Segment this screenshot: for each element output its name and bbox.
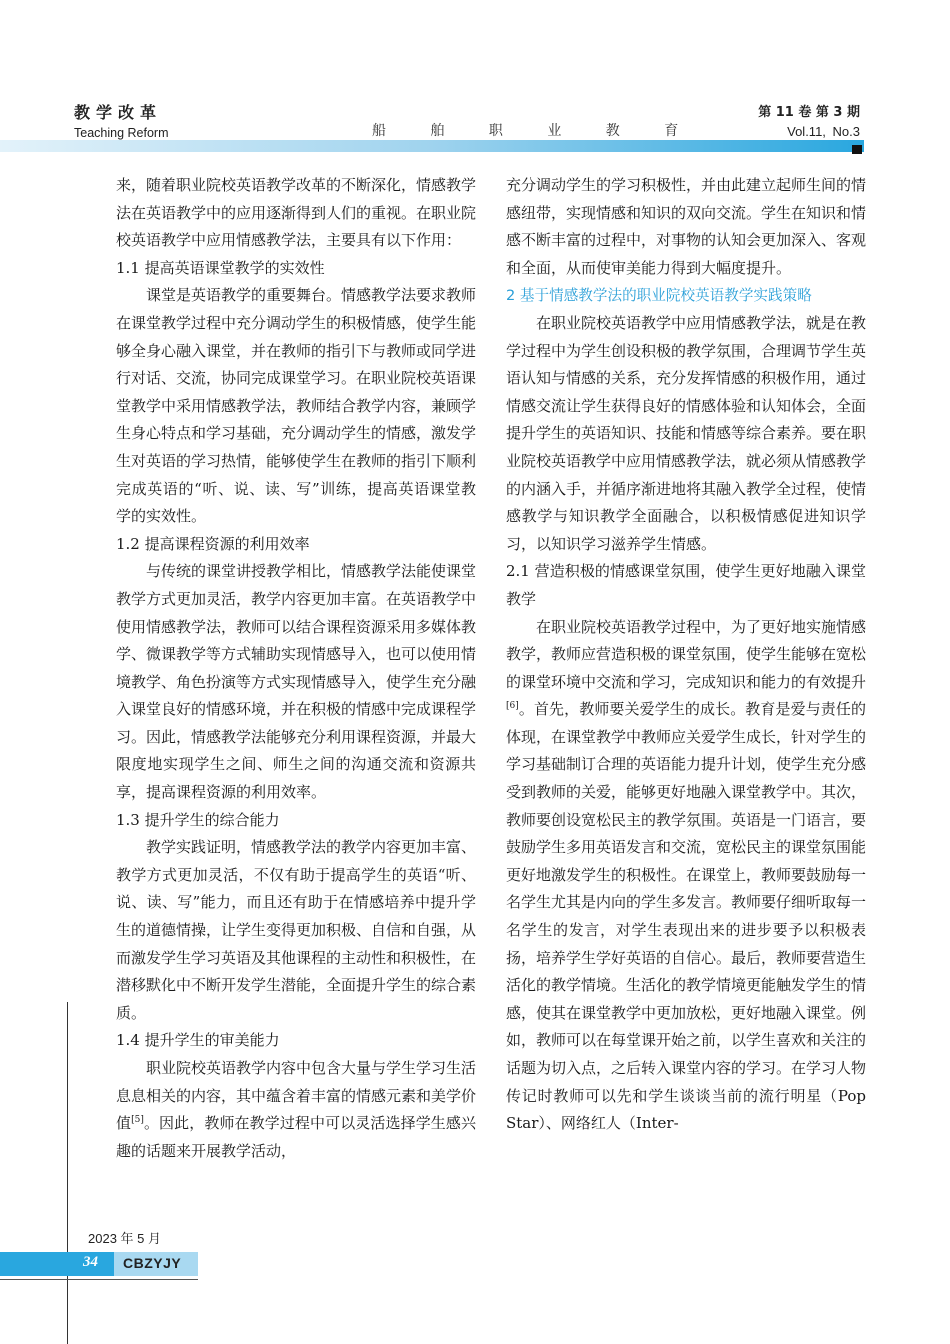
- paragraph: 充分调动学生的学习积极性，并由此建立起师生间的情感纽带，实现情感和知识的双向交流。学生在知识和情感不断丰富的过程中，对事物的认知会更加深入、客观和全面，从而使审美能力得到大幅度提升。: [506, 176, 867, 277]
- paragraph: 在职业院校英语教学中应用情感教学法，就是在教学过程中为学生创设积极的教学氛围，合理调节学生英语认知与情感的关系，充分发挥情感的积极作用，通过情感交流让学生获得良好的情感体验和认知体会，全面提升学生的英语知识、技能和情感等综合素养。要在职业院校英语教学中应用情感教学法，就必须从情感教学的内涵入手，并循序渐进地将其融入教学全过程，使情感教学与知识教学全面融合，以积极情感促进知识学习，以知识学习滋养学生情感。: [506, 313, 867, 553]
- citation-6: [6]: [506, 701, 519, 712]
- footer-rule: [0, 1279, 198, 1280]
- volume-info: [758, 101, 860, 139]
- journal-code: CBZYJY: [123, 1255, 182, 1271]
- volume-en: Vol.11, No.3: [787, 124, 860, 139]
- paragraph: 课堂是英语教学的重要舞台。情感教学法要求教师在课堂教学过程中充分调动学生的积极情感，使学生能够全身心融入课堂，并在教师的指引下与教师或同学进行对话、交流，协同完成课堂学习。在职业院校英语课堂教学中采用情感教学法，教师结合教学内容，兼顾学生身心特点和学习基础，充分调动学生的情感，激发学生对英语的学习热情，能够使学生在教师的指引下顺利完成英语的“听、说、读、写”训练，提高英语课堂教学的实效性。: [116, 286, 477, 526]
- paragraph-text: 。因此，教师在教学过程中可以灵活选择学生感兴趣的话题来开展教学活动，: [116, 1114, 476, 1160]
- paragraph-text: 。首先，教师要关爱学生的成长。教育是爱与责任的体现，在课堂教学中教师应关爱学生成长，针对学生的学习基础制订合理的英语能力提升计划，使学生充分感受到教师的关爱，能够更好地融入课堂教学中。其次，教师要创设宽松民主的教学氛围。英语是一门语言，要鼓励学生多用英语发言和交流，宽松民主的课堂氛围能更好地激发学生的积极性。在课堂上，教师要鼓励每一名学生尤其是内向的学生多发言。教师要仔细听取每一名学生的发言，对学生表现出来的进步要予以积极表扬，培养学生学好英语的自信心。最后，教师要营造生活化的教学情境。生活化的教学情境更能触发学生的情感，使其在课堂教学中更加放松，更好地融入课堂。例如，教师可以在每堂课开始之前，以学生喜欢和关注的话题为切入点，之后转入课堂内容的学习。在学习人物传记时教师可以先和学生谈谈当前的流行明星（Pop Star）、网络红人（Inter-: [506, 700, 867, 1133]
- paragraph: [116, 1055, 476, 1165]
- page-number: 34: [83, 1254, 98, 1270]
- section-title-cn: 教学改革: [74, 103, 163, 122]
- section-title-en: Teaching Reform: [74, 126, 169, 140]
- paragraph-text: 职业院校英语教学内容中包含大量与学生学习生活息息相关的内容，其中蕴含着丰富的情感元素和美学价值: [116, 1059, 477, 1133]
- paragraph: [506, 614, 866, 1138]
- volume-cn: 第 11 卷 第 3 期: [758, 105, 860, 120]
- right-column: [506, 172, 866, 1138]
- margin-rule: [67, 1002, 68, 1344]
- header-marker: [852, 145, 862, 154]
- page-number-box: [0, 1252, 114, 1276]
- heading-1-3: 1.3 提升学生的综合能力: [116, 810, 280, 829]
- left-column: [116, 172, 476, 1165]
- heading-1-4: 1.4 提升学生的审美能力: [116, 1031, 280, 1050]
- heading-2-1: 2.1 营造积极的情感课堂氛围，使学生更好地融入课堂教学: [506, 562, 866, 608]
- header-rule: [0, 140, 864, 152]
- journal-title: 船 舶 职 业 教 育: [372, 123, 699, 139]
- header-section: [74, 100, 169, 140]
- heading-2: 2 基于情感教学法的职业院校英语教学实践策略: [506, 287, 812, 305]
- paragraph-text: 在职业院校英语教学过程中，为了更好地实施情感教学，教师应营造积极的课堂氛围，使学生能够在宽松的课堂环境中交流和学习，完成知识和能力的有效提升: [506, 617, 867, 691]
- paragraph: 教学实践证明，情感教学法的教学内容更加丰富、教学方式更加灵活，不仅有助于提高学生的英语“听、说、读、写”能力，而且还有助于在情感培养中提升学生的道德情操，让学生变得更加积极、自信和自强，从而激发学生学习英语及其他课程的主动性和积极性，在潜移默化中不断开发学生潜能，全面提升学生的综合素质。: [116, 838, 477, 1022]
- paragraph: 来，随着职业院校英语教学改革的不断深化，情感教学法在英语教学中的应用逐渐得到人们的重视。在职业院校英语教学中应用情感教学法，主要具有以下作用：: [116, 176, 477, 250]
- heading-1-2: 1.2 提高课程资源的利用效率: [116, 534, 310, 553]
- paragraph: 与传统的课堂讲授教学相比，情感教学法能使课堂教学方式更加灵活，教学内容更加丰富。在英语教学中使用情感教学法，教师可以结合课程资源采用多媒体教学、微课教学等方式辅助实现情感导入，也可以使用情境教学、角色扮演等方式实现情感导入，使学生充分融入课堂良好的情感环境，并在积极的情感中完成课程学习。因此，情感教学法能够充分利用课程资源，并最大限度地实现学生之间、师生之间的沟通交流和资源共享，提高课程资源的利用效率。: [116, 562, 477, 802]
- issue-date: 2023 年 5 月: [88, 1231, 161, 1246]
- heading-1-1: 1.1 提高英语课堂教学的实效性: [116, 258, 325, 277]
- citation-5: [5]: [131, 1115, 144, 1126]
